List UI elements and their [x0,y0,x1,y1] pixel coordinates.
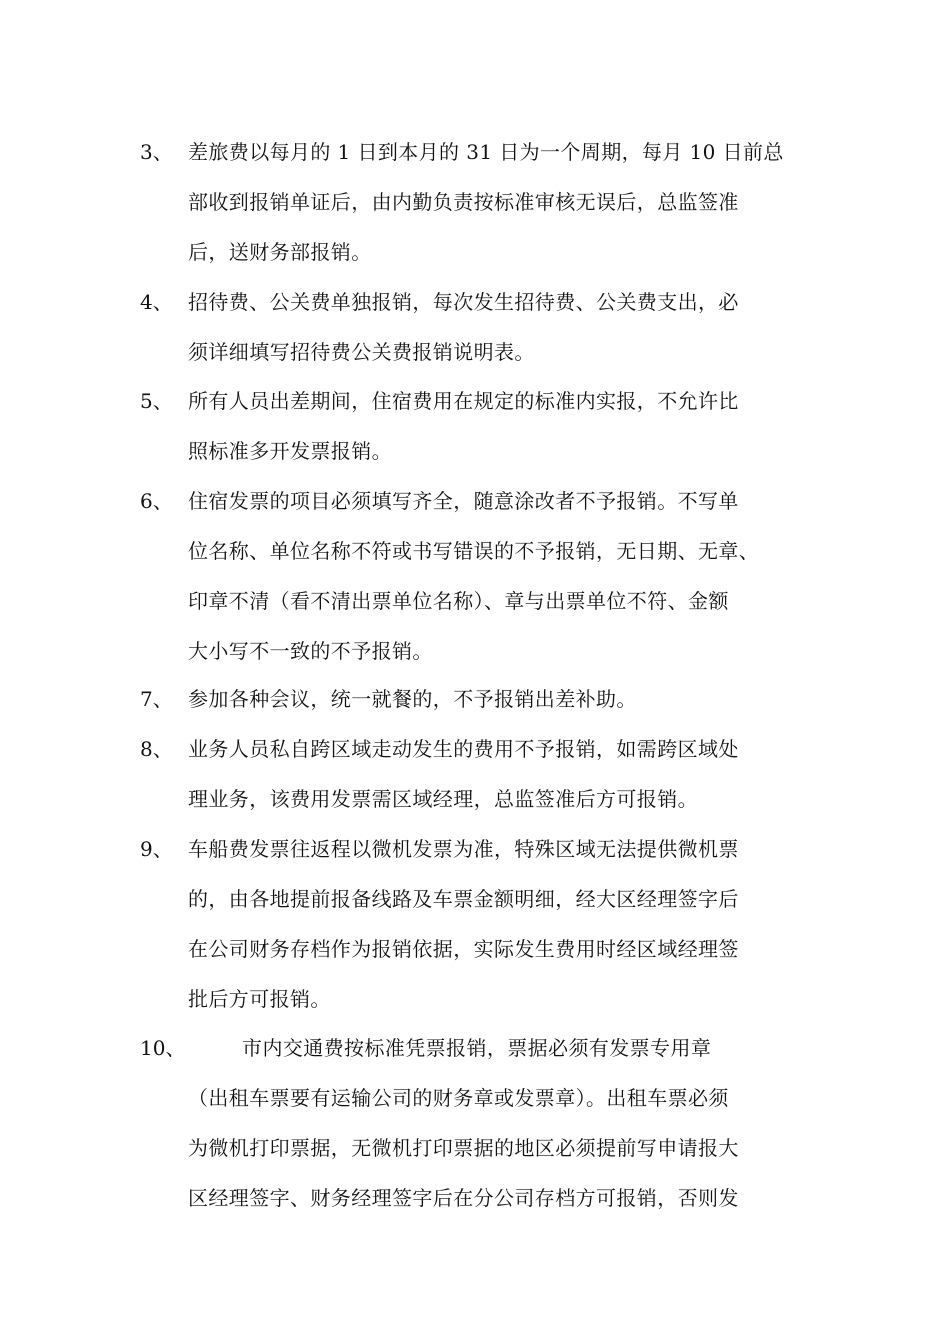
item-text-line: 的，由各地提前报备线路及车票金额明细，经大区经理签字后 [188,887,739,911]
item-text-line: 位名称、单位名称不符或书写错误的不予报销，无日期、无章、 [188,539,760,563]
item-text-line: 后，送财务部报销。 [188,240,372,264]
item-number: 5、 [140,389,173,413]
item-text-line: 为微机打印票据，无微机打印票据的地区必须提前写申请报大 [188,1136,739,1160]
item-text-line: （出租车票要有运输公司的财务章或发票章）。出租车票必须 [188,1086,729,1110]
item-text-line: 印章不清（看不清出票单位名称）、章与出票单位不符、金额 [188,589,729,613]
item-text-line: 业务人员私自跨区域走动发生的费用不予报销，如需跨区域处 [188,737,739,761]
item-number: 8、 [140,737,173,761]
item-text-line: 批后方可报销。 [188,987,331,1011]
item-number: 3、 [140,140,173,164]
item-text-line: 部收到报销单证后，由内勤负责按标准审核无误后，总监签准 [188,190,739,214]
item-text-line: 差旅费以每月的 1 日到本月的 31 日为一个周期，每月 10 日前总 [188,140,784,164]
item-number: 4、 [140,290,173,314]
item-text-line: 区经理签字、财务经理签字后在分公司存档方可报销，否则发 [188,1186,739,1210]
item-text-line: 照标准多开发票报销。 [188,439,392,463]
item-text-line: 招待费、公关费单独报销，每次发生招待费、公关费支出，必 [188,290,739,314]
item-number: 10、 [140,1036,186,1060]
item-text-line: 大小写不一致的不予报销。 [188,639,433,663]
item-number: 6、 [140,489,173,513]
item-text-line: 参加各种会议，统一就餐的，不予报销出差补助。 [188,687,637,711]
item-text-line: 住宿发票的项目必须填写齐全，随意涂改者不予报销。不写单 [188,489,739,513]
item-text-line: 须详细填写招待费公关费报销说明表。 [188,340,535,364]
item-text-line: 车船费发票往返程以微机发票为准，特殊区域无法提供微机票 [188,837,739,861]
item-text-line: 市内交通费按标准凭票报销，票据必须有发票专用章 [188,1036,712,1060]
item-text-line: 理业务，该费用发票需区域经理，总监签准后方可报销。 [188,787,698,811]
item-number: 7、 [140,687,173,711]
item-text-line: 所有人员出差期间，住宿费用在规定的标准内实报，不允许比 [188,389,739,413]
item-text-line: 在公司财务存档作为报销依据，实际发生费用时经区域经理签 [188,937,739,961]
item-number: 9、 [140,837,173,861]
